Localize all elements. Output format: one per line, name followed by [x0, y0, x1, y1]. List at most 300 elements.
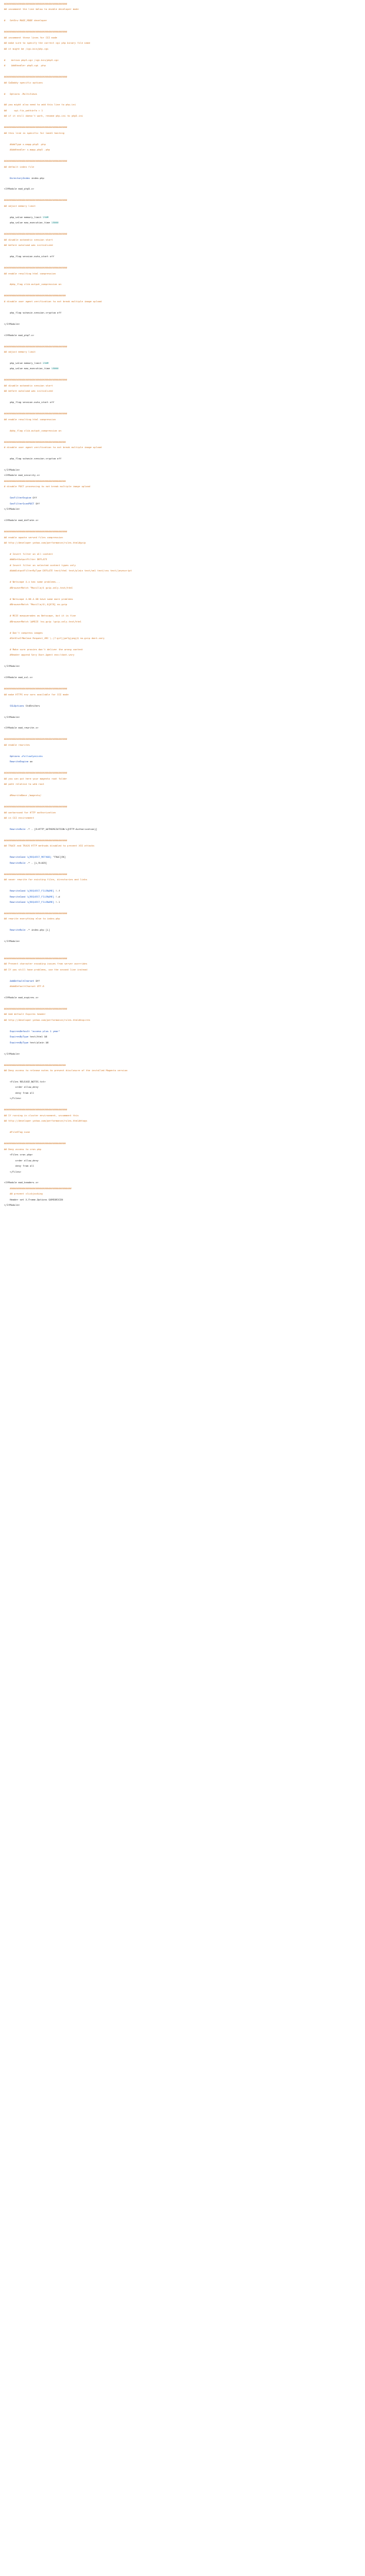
- code-line: [4, 731, 365, 736]
- code-line: [4, 608, 365, 613]
- code-comment: ## http://developer.yahoo.com/performance/rules.html#gzip: [4, 542, 86, 544]
- code-comment: # AddHandler php5-cgi .php: [4, 64, 46, 68]
- code-line: [4, 540, 365, 546]
- code-line: [4, 1, 365, 7]
- code-line: [4, 652, 365, 658]
- code-comment: # Options -MultiViews: [4, 92, 37, 95]
- code-line: [4, 288, 365, 293]
- code-line: [4, 254, 365, 259]
- code-token: </IfModule>: [4, 468, 20, 471]
- code-line: [4, 226, 365, 231]
- code-token: RewriteCond: [4, 856, 26, 859]
- code-line: [4, 546, 365, 551]
- code-line: [4, 933, 365, 939]
- code-line: [4, 1096, 365, 1101]
- code-token: +FollowSymLinks: [19, 754, 43, 758]
- code-line: [4, 956, 365, 961]
- code-line: [4, 249, 365, 254]
- code-line: [4, 322, 365, 327]
- code-line: [4, 535, 365, 540]
- code-line: [4, 776, 365, 782]
- code-token: order allow,deny: [4, 1159, 38, 1162]
- code-line: [4, 119, 365, 125]
- code-line: [4, 810, 365, 815]
- code-line: [4, 327, 365, 332]
- code-line: [4, 900, 365, 905]
- code-token: SSLOptions: [4, 704, 25, 707]
- code-comment: ###########################################: [4, 1063, 66, 1067]
- code-token: <IfModule mod_ssl.c>: [4, 676, 33, 679]
- code-line: [4, 579, 365, 585]
- code-comment: ## If running in cluster environment, uncomment this: [4, 1114, 79, 1117]
- code-line: [4, 1130, 365, 1135]
- code-line: [4, 888, 365, 894]
- code-token: AddDefaultCharset: [4, 979, 35, 982]
- code-token: <IfModule mod_expires.c>: [4, 996, 38, 999]
- code-token: text/html A0: [28, 1035, 47, 1039]
- code-line: [4, 1191, 365, 1197]
- code-comment: ###########################################: [4, 479, 66, 483]
- code-line: [4, 142, 365, 147]
- code-comment: ## enable rewrites: [4, 743, 30, 746]
- code-line: [4, 501, 365, 506]
- code-line: [4, 176, 365, 181]
- code-line: [4, 894, 365, 900]
- code-line: [4, 1102, 365, 1107]
- code-line: [4, 619, 365, 624]
- code-line: [4, 995, 365, 1000]
- code-comment: ## make HTTPS env vars available for CGI mode: [4, 693, 69, 696]
- code-line: [4, 1141, 365, 1146]
- code-line: [4, 338, 365, 343]
- code-line: [4, 793, 365, 798]
- code-comment: ## before autoload was initialized: [4, 390, 53, 393]
- code-line: [4, 366, 365, 371]
- code-line: [4, 1136, 365, 1141]
- code-comment: ############################################: [4, 3, 68, 5]
- code-token: ^TRAC[EK]: [51, 856, 66, 859]
- code-line: [4, 1113, 365, 1118]
- code-line: [4, 670, 365, 675]
- code-comment: #RewriteBase /magento/: [4, 794, 42, 797]
- code-token: Off: [34, 502, 40, 505]
- code-token: index.php: [29, 176, 44, 180]
- code-comment: ############################################: [4, 687, 68, 691]
- code-comment: ###########################################: [4, 440, 66, 443]
- code-comment: ## Deny access to release notes to prevent disclosure of the installed Magento version: [4, 1069, 128, 1073]
- code-line: [4, 978, 365, 984]
- code-token: %{REQUEST_METHOD}: [25, 856, 52, 859]
- code-token: 256M: [42, 362, 49, 365]
- code-line: [4, 164, 365, 170]
- code-line: [4, 97, 365, 102]
- code-line: [4, 7, 365, 12]
- code-comment: ## in CGI environment: [4, 816, 35, 819]
- code-line: [4, 24, 365, 29]
- code-token: RewriteEngine: [4, 760, 29, 764]
- code-line: [4, 1045, 365, 1051]
- code-line: [4, 1018, 365, 1023]
- code-line: [4, 664, 365, 669]
- code-line: [4, 69, 365, 74]
- code-line: [4, 136, 365, 141]
- code-line: [4, 91, 365, 97]
- code-token: text/plain A0: [28, 1041, 49, 1044]
- code-comment: ## Add default Expires header: [4, 1013, 46, 1016]
- code-line: [4, 484, 365, 489]
- code-line: [4, 1023, 365, 1028]
- code-line: [4, 461, 365, 467]
- code-token: !-l: [54, 901, 60, 904]
- code-line: [4, 434, 365, 439]
- code-token: RewriteCond: [4, 895, 26, 898]
- code-line: [4, 972, 365, 978]
- code-line: [4, 422, 365, 428]
- code-line: [4, 13, 365, 18]
- code-line: [4, 1029, 365, 1034]
- code-line: [4, 872, 365, 877]
- code-line: [4, 220, 365, 225]
- code-line: [4, 715, 365, 720]
- code-token: RewriteRule: [4, 929, 26, 932]
- code-token: </Files>: [4, 1097, 21, 1100]
- code-line: [4, 602, 365, 607]
- code-line: [4, 74, 365, 80]
- code-line: [4, 843, 365, 849]
- code-token: .* index.php [L]: [25, 929, 50, 932]
- code-line: [4, 860, 365, 866]
- code-comment: # disable POST processing to not break multiple image upload: [4, 485, 90, 489]
- code-line: [4, 18, 365, 23]
- code-comment: #php_flag zlib.output_compression on: [4, 429, 62, 432]
- code-token: <IfModule mod_rewrite.c>: [4, 727, 38, 730]
- code-line: [4, 46, 365, 52]
- code-line: [4, 742, 365, 748]
- code-comment: #BrowserMatch \bMSIE !no-gzip !gzip-only-text/html: [4, 620, 82, 623]
- code-line: [4, 192, 365, 198]
- code-token: RewriteRule: [4, 861, 26, 864]
- code-line: [4, 692, 365, 697]
- code-line: [4, 613, 365, 618]
- code-comment: ############################################: [4, 530, 68, 534]
- code-comment: ## adjust memory limit: [4, 204, 36, 207]
- code-token: 18000: [51, 221, 59, 225]
- code-line: [4, 344, 365, 349]
- code-comment: #AddHandler x-mapp-php5 .php: [4, 148, 50, 152]
- code-comment: ## it might be /cgi-bin/php-cgi: [4, 47, 49, 50]
- code-token: </IfModule>: [4, 665, 20, 668]
- code-token: php_flag suhosin.session.cryptua off: [4, 457, 62, 460]
- code-line: [4, 1040, 365, 1045]
- code-line: [4, 439, 365, 445]
- code-line: [4, 518, 365, 523]
- code-line: [4, 916, 365, 921]
- code-comment: ## cgi.fix_pathinfo = 1: [4, 109, 43, 112]
- code-token: </IfModule>: [4, 1204, 20, 1207]
- code-comment: # Netscape 4.06-4.08 have some more problems: [4, 597, 73, 601]
- code-comment: ## rewrite everything else to index.php: [4, 917, 60, 921]
- code-line: [4, 271, 365, 276]
- code-token: %{REQUEST_FILENAME}: [25, 890, 54, 893]
- code-line: [4, 832, 365, 837]
- code-line: [4, 198, 365, 203]
- code-comment: ############################################: [4, 233, 68, 236]
- code-line: [4, 1202, 365, 1208]
- code-token: <IfModule mod_deflate.c>: [4, 519, 38, 522]
- code-line: [4, 86, 365, 91]
- code-line: [4, 765, 365, 770]
- code-line: [4, 490, 365, 495]
- code-token: DirectoryIndex: [4, 176, 30, 180]
- code-comment: ############################################: [4, 1007, 68, 1010]
- code-line: [4, 1057, 365, 1062]
- code-comment: ############################################: [4, 839, 68, 842]
- code-line: [4, 799, 365, 804]
- code-line: [4, 1034, 365, 1039]
- code-line: [4, 445, 365, 450]
- code-comment: #AddOutputFilterByType DEFLATE text/html text/plain text/xml text/css text/javascript: [4, 569, 132, 573]
- code-token: .* - [L,R=405]: [25, 861, 47, 864]
- code-token: Options: [4, 754, 20, 758]
- code-line: [4, 158, 365, 164]
- code-line: [4, 630, 365, 636]
- code-comment: ## you might also need to add this line to php.ini: [4, 103, 76, 107]
- code-line: [4, 877, 365, 882]
- code-line: [4, 658, 365, 664]
- code-token: Off: [31, 497, 37, 500]
- code-line: [4, 754, 365, 759]
- code-line: [4, 473, 365, 478]
- code-comment: # Make sure proxies don't deliver the wrong content: [4, 648, 83, 651]
- code-line: [4, 905, 365, 910]
- code-token: 18000: [51, 367, 59, 371]
- code-token: Header set X-Frame-Options SAMEORIGIN: [4, 1198, 63, 1201]
- code-comment: ## default index file: [4, 165, 35, 168]
- code-token: SecFilterEngine: [4, 497, 32, 500]
- code-line: [4, 883, 365, 888]
- code-token: <IfModule mod_php5.c>: [4, 188, 35, 191]
- code-line: [4, 967, 365, 972]
- code-comment: ## uncomment the line below to enable developer mode: [4, 8, 79, 11]
- code-line: [4, 574, 365, 579]
- code-line: [4, 406, 365, 411]
- code-line: [4, 552, 365, 557]
- code-line: [4, 591, 365, 596]
- code-comment: ## Deny access to cron.php: [4, 1147, 42, 1151]
- code-line: [4, 759, 365, 764]
- code-comment: ###SetOutputFilter DEFLATE: [4, 558, 47, 561]
- code-line: [4, 1051, 365, 1057]
- code-line: [4, 467, 365, 473]
- code-comment: #SetEnvIfNoCase Request_URI \.(?:gif|jpe?g|png)$ no-gzip dont-vary: [4, 636, 105, 640]
- code-line: [4, 563, 365, 568]
- code-line: [4, 1084, 365, 1090]
- code-line: [4, 821, 365, 826]
- code-line: [4, 709, 365, 714]
- code-token: "access plus 1 year": [29, 1029, 60, 1033]
- code-line: [4, 237, 365, 243]
- code-line: [4, 1000, 365, 1006]
- code-token: RewriteCond: [4, 901, 26, 904]
- code-comment: # MSIE masquerades as Netscape, but it is fine: [4, 615, 76, 618]
- code-line: [4, 568, 365, 573]
- code-line: [4, 276, 365, 282]
- code-token: </Files>: [4, 1170, 21, 1173]
- code-token: ExpiresDefault: [4, 1029, 30, 1033]
- code-line: [4, 849, 365, 854]
- code-line: [4, 181, 365, 186]
- code-comment: ## you can put here your magento root folder: [4, 777, 68, 780]
- code-line: [4, 1163, 365, 1169]
- code-line: [4, 675, 365, 680]
- code-comment: ## http://developer.yahoo.com/performance/rules.html#expires: [4, 1018, 90, 1022]
- code-line: [4, 1074, 365, 1079]
- code-line: [4, 209, 365, 214]
- code-token: on: [28, 760, 33, 764]
- code-line: [4, 231, 365, 237]
- code-token: RewriteRule: [4, 827, 26, 831]
- code-token: php_value max_execution_time: [4, 221, 52, 225]
- code-comment: ############################################: [4, 911, 68, 915]
- code-line: [4, 557, 365, 562]
- code-line: [4, 782, 365, 787]
- code-comment: ############################################: [4, 957, 68, 960]
- code-line: [4, 299, 365, 304]
- code-line: [4, 725, 365, 731]
- code-token: </IfModule>: [4, 1052, 20, 1055]
- code-line: [4, 945, 365, 950]
- code-comment: ## Prevent character encoding issues from server overrides: [4, 963, 88, 966]
- code-comment: ############################################: [4, 412, 68, 416]
- code-line: [4, 1175, 365, 1180]
- code-token: RewriteCond: [4, 890, 26, 893]
- code-line: [4, 282, 365, 287]
- code-token: SecFilterScanPOST: [4, 502, 35, 505]
- code-line: [4, 260, 365, 265]
- code-comment: ############################################: [4, 30, 68, 34]
- code-comment: ## http://developer.yahoo.com/performance/rules.html#etags: [4, 1120, 88, 1123]
- code-line: [4, 961, 365, 966]
- code-line: [4, 1068, 365, 1073]
- code-line: [4, 647, 365, 652]
- code-line: [4, 524, 365, 529]
- code-token: <IfModule mod_headers.c>: [4, 1181, 38, 1185]
- code-token: php_flag session.auto_start off: [4, 401, 54, 404]
- code-line: [4, 585, 365, 591]
- code-line: [4, 838, 365, 843]
- htaccess-code-view: [0, 0, 365, 1208]
- code-line: [4, 770, 365, 776]
- code-comment: # disable user agent verification to not break multiple image upload: [4, 446, 102, 449]
- code-line: [4, 804, 365, 809]
- code-comment: ###########################################: [4, 1142, 66, 1145]
- code-line: [4, 1169, 365, 1175]
- code-token: %{REQUEST_FILENAME}: [25, 901, 54, 904]
- code-comment: ## workaround for HTTP authorization: [4, 811, 56, 814]
- code-token: .* - [E=HTTP_AUTHORIZATION:%{HTTP:Authorization}]: [25, 827, 98, 831]
- code-comment: ############################################: [4, 76, 68, 79]
- code-line: [4, 349, 365, 355]
- code-line: [4, 984, 365, 989]
- code-line: [4, 1158, 365, 1163]
- code-comment: #php_flag zlib.output_compression on: [4, 283, 62, 286]
- code-line: [4, 1012, 365, 1017]
- code-line: [4, 456, 365, 461]
- code-comment: ## disable automatic session start: [4, 238, 53, 241]
- code-comment: ## path relative to web root: [4, 783, 44, 786]
- code-comment: ## prevent clickjacking: [4, 1193, 43, 1196]
- code-token: <IfModule mod_security.c>: [4, 474, 40, 477]
- code-line: [4, 383, 365, 388]
- code-line: [4, 243, 365, 248]
- code-line: [4, 153, 365, 158]
- code-line: [4, 1090, 365, 1096]
- code-line: [4, 52, 365, 57]
- code-comment: ## uncomment these lines for CGI mode: [4, 36, 58, 39]
- code-comment: ############################################: [4, 772, 68, 775]
- code-token: </IfModule>: [4, 508, 20, 511]
- code-token: order allow,deny: [4, 1086, 38, 1089]
- code-line: [4, 293, 365, 298]
- code-line: [4, 703, 365, 709]
- code-comment: #BrowserMatch ^Mozilla/4\.0[678] no-gzip: [4, 603, 68, 607]
- code-comment: ############################################: [4, 345, 68, 348]
- code-comment: #BrowserMatch ^Mozilla/4 gzip-only-text/html: [4, 586, 73, 589]
- code-comment: ## enable apache served files compression: [4, 536, 63, 539]
- code-token: php_value max_execution_time: [4, 367, 52, 371]
- code-line: [4, 788, 365, 793]
- code-line: [4, 1118, 365, 1124]
- code-line: [4, 428, 365, 434]
- code-comment: ############################################: [4, 160, 68, 163]
- code-line: [4, 400, 365, 405]
- code-line: [4, 681, 365, 686]
- code-comment: ## GoDaddy specific options: [4, 81, 43, 84]
- code-line: [4, 854, 365, 860]
- code-line: [4, 186, 365, 192]
- code-line: [4, 58, 365, 63]
- code-line: [4, 720, 365, 725]
- code-line: [4, 1186, 365, 1191]
- code-comment: ############################################: [4, 738, 68, 741]
- code-token: !-d: [54, 895, 60, 898]
- code-comment: ###########################################: [4, 1187, 72, 1190]
- code-line: [4, 131, 365, 136]
- code-line: [4, 1197, 365, 1202]
- code-line: [4, 1107, 365, 1112]
- code-token: !-f: [54, 890, 60, 893]
- code-line: [4, 204, 365, 209]
- code-token: deny from all: [4, 1165, 35, 1168]
- code-token: <Files cron.php>: [4, 1153, 33, 1157]
- code-line: [4, 265, 365, 270]
- code-line: [4, 495, 365, 500]
- code-line: [4, 736, 365, 742]
- code-comment: ## If you still have problems, use the second line instead: [4, 968, 88, 971]
- code-line: [4, 125, 365, 130]
- code-token: </IfModule>: [4, 322, 20, 325]
- code-line: [4, 624, 365, 630]
- code-line: [4, 388, 365, 394]
- code-line: [4, 29, 365, 34]
- code-comment: # Don't compress images: [4, 631, 43, 634]
- code-line: [4, 411, 365, 416]
- code-comment: ## if it still doesn't work, rename php.ini to php5.ini: [4, 115, 83, 118]
- code-comment: ############################################: [4, 379, 68, 382]
- code-line: [4, 316, 365, 321]
- code-comment: ## adjust memory limit: [4, 351, 36, 354]
- code-comment: ## enable resulting html compression: [4, 418, 56, 421]
